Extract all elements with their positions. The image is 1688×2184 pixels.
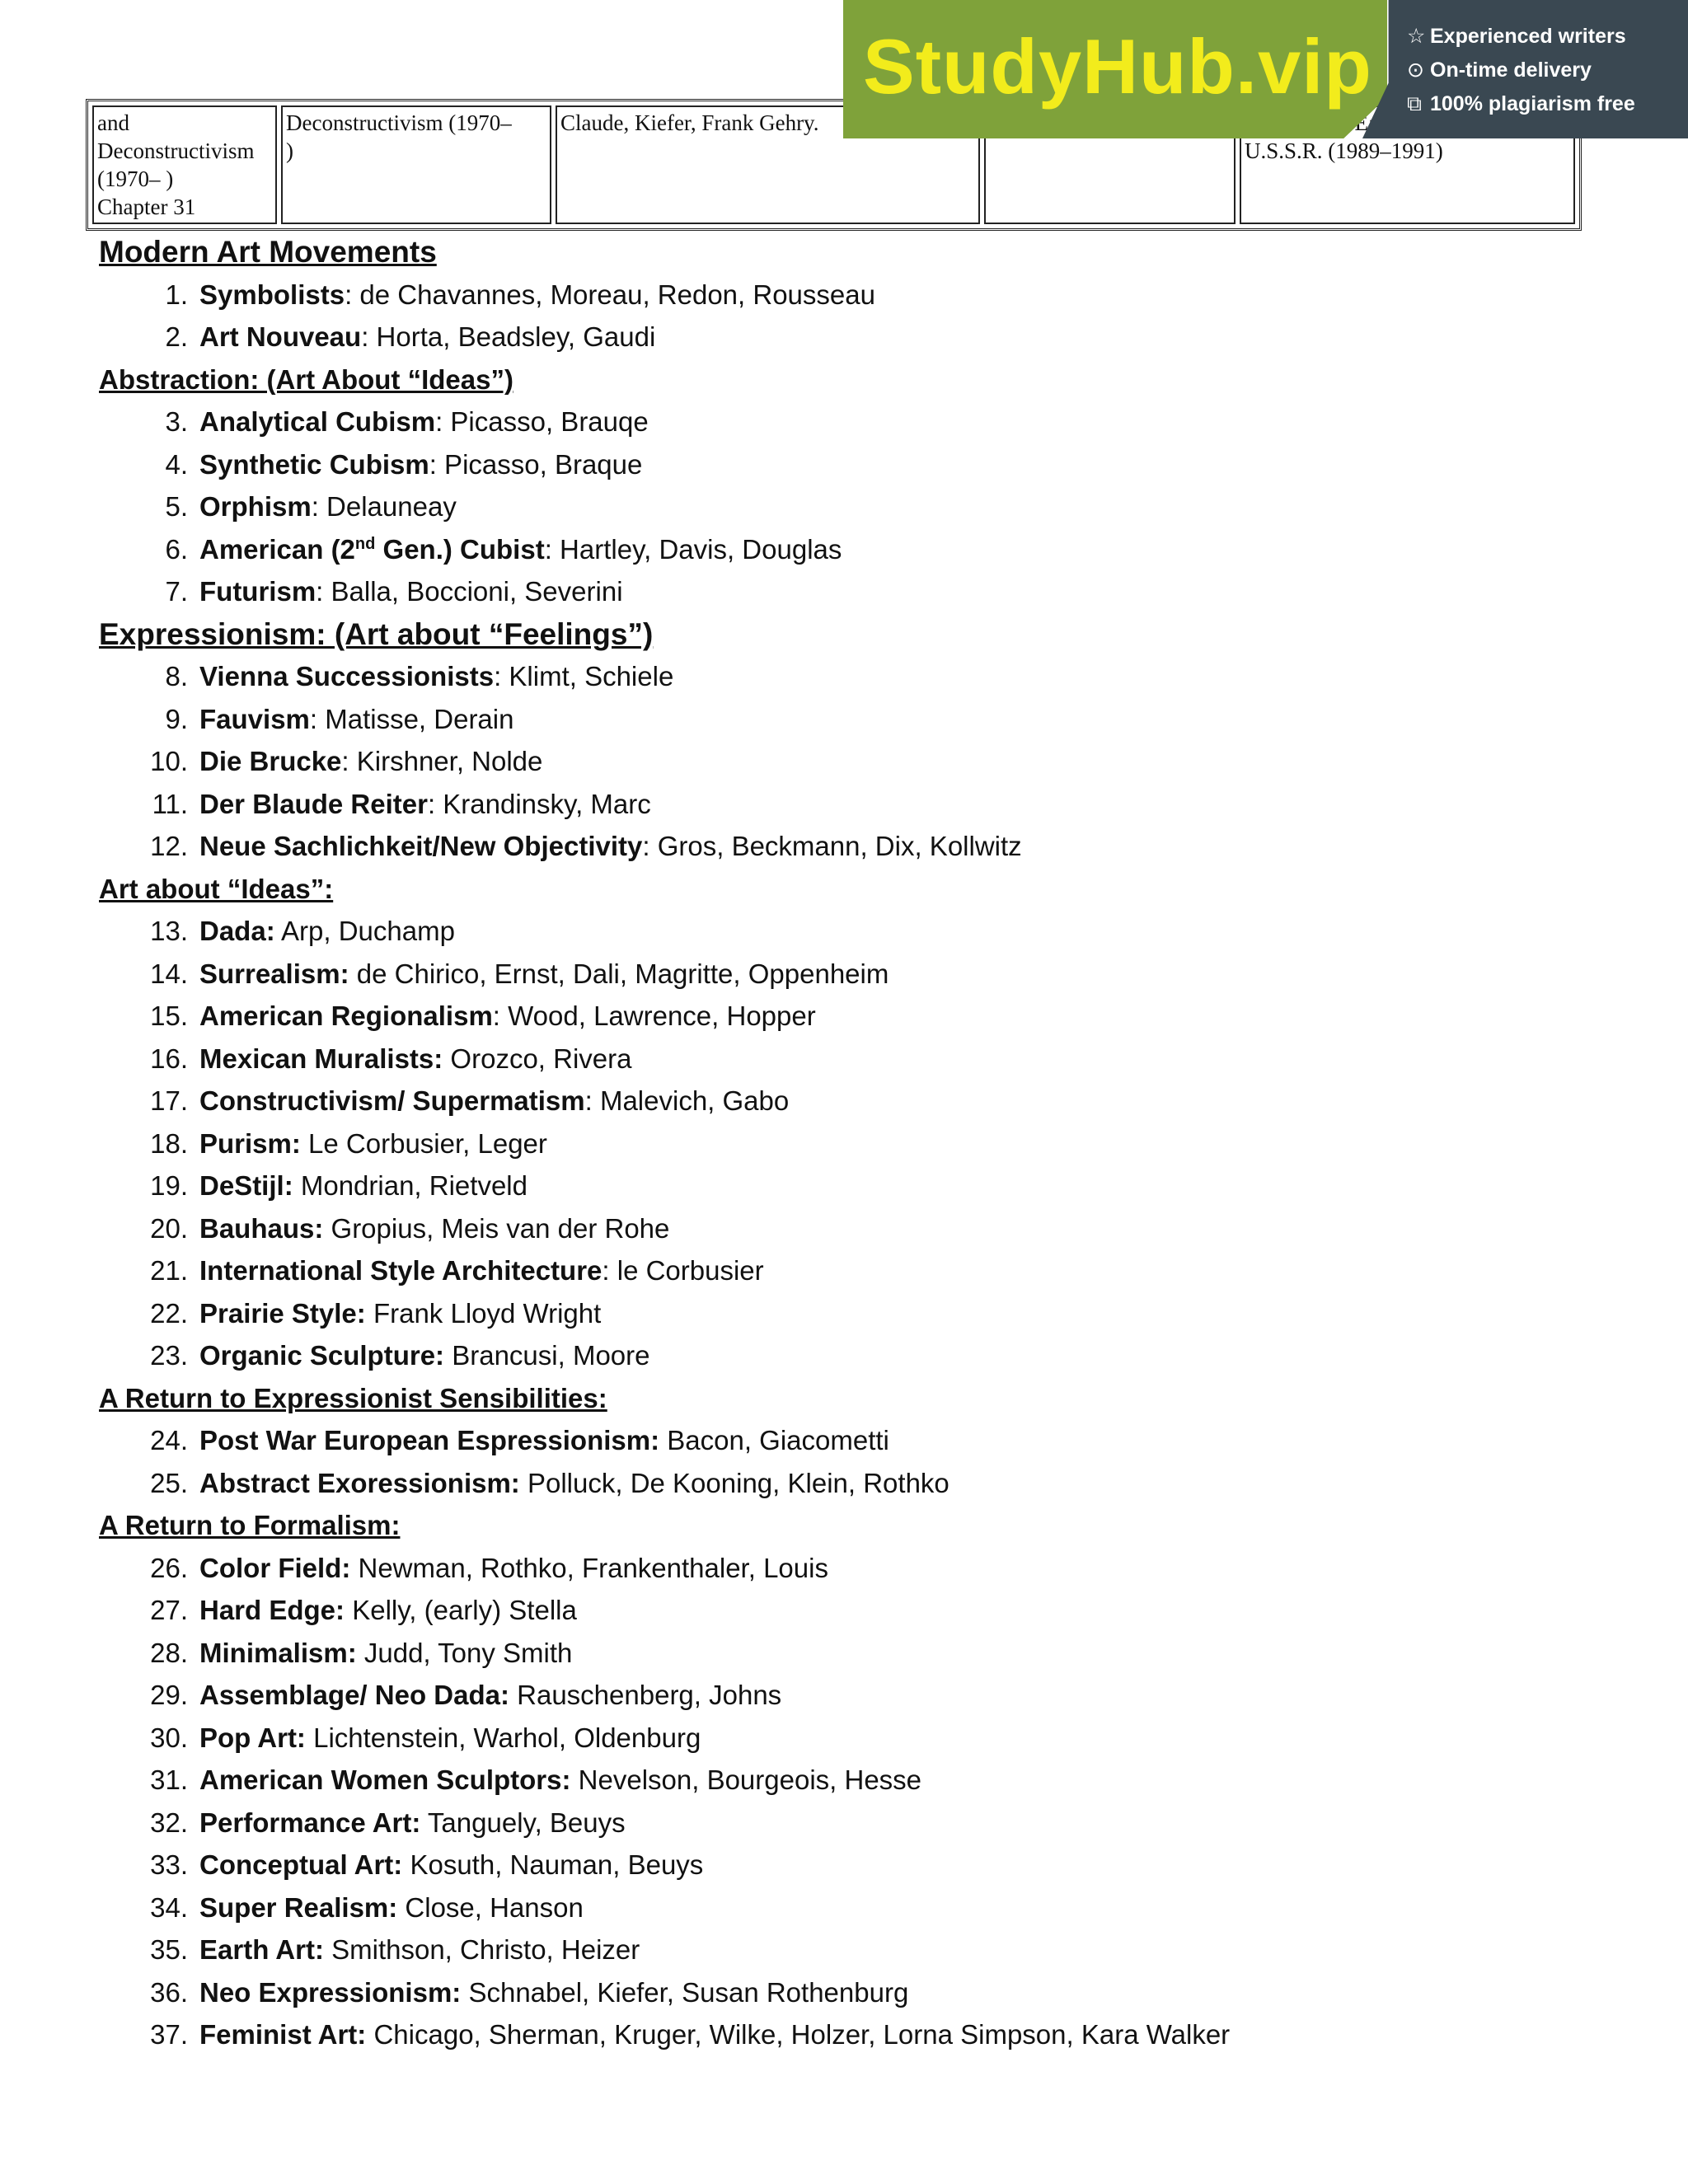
list-item-number: 11. xyxy=(152,788,188,819)
movement-name xyxy=(199,1934,324,1965)
movement-name xyxy=(199,1128,301,1159)
banner-feature-text: Experienced writers xyxy=(1430,25,1626,48)
artist-names: Wood, Lawrence, Hopper xyxy=(499,1001,816,1031)
artist-names: Le Corbusier, Leger xyxy=(300,1127,547,1159)
movement-name xyxy=(199,1553,350,1583)
movement-name xyxy=(199,1638,357,1668)
movement-name xyxy=(199,534,545,565)
table-cell-period: and Deconstructivism (1970– ) Chapter 31 xyxy=(92,105,277,224)
list-item-content xyxy=(199,1122,547,1165)
artist-names: Delauneay xyxy=(318,491,457,522)
banner-feature-text: On-time delivery xyxy=(1430,59,1592,82)
list-item-content xyxy=(199,1759,921,1802)
list-item xyxy=(99,1717,1632,1760)
list-item-content xyxy=(199,740,542,783)
movement-name xyxy=(199,1468,520,1498)
artist-names: de Chavannes, Moreau, Redon, Rousseau xyxy=(352,279,875,310)
list-item-number: 15. xyxy=(150,1001,188,1031)
list-item-number: 32. xyxy=(150,1807,188,1838)
movement-name xyxy=(199,576,316,607)
artist-names: Gros, Beckmann, Dix, Kollwitz xyxy=(649,831,1022,861)
movement-name xyxy=(199,1849,402,1880)
list-item xyxy=(99,698,1632,741)
movement-name-text: Constructivism/ Supermatism xyxy=(199,1085,585,1116)
list-item-content xyxy=(199,698,513,741)
section-heading: A Return to Expressionist Sensibilities: xyxy=(99,1382,607,1413)
list-item xyxy=(99,1589,1632,1632)
list-item-number: 8. xyxy=(165,661,188,691)
list-item-content xyxy=(199,1292,601,1335)
separator: : xyxy=(309,703,318,734)
artist-names: Gropius, Meis van der Rohe xyxy=(323,1212,670,1244)
movement-name xyxy=(199,1085,585,1116)
movement-name-text: Hard Edge: xyxy=(199,1595,345,1625)
list-item xyxy=(99,1334,1632,1377)
movement-name-text: International Style Architecture xyxy=(199,1255,603,1286)
list-item-content xyxy=(199,1717,701,1760)
list-item-content xyxy=(199,1207,669,1250)
movement-name-text: Synthetic Cubism xyxy=(199,448,429,480)
movement-name-text: Vienna Successionists xyxy=(199,661,495,691)
movement-name xyxy=(199,1340,444,1371)
artist-names: Polluck, De Kooning, Klein, Rothko xyxy=(519,1467,950,1498)
artist-names: Horta, Beadsley, Gaudi xyxy=(368,321,656,352)
list-item xyxy=(99,528,1632,571)
list-item xyxy=(99,1674,1632,1717)
movement-name xyxy=(199,1765,570,1795)
movement-name xyxy=(199,1595,345,1625)
list-item-number: 4. xyxy=(165,448,188,480)
list-item xyxy=(99,825,1632,868)
list-item xyxy=(99,316,1632,359)
star-outline-icon: ☆ xyxy=(1407,25,1426,48)
list-item-number: 14. xyxy=(150,958,188,989)
banner-feature xyxy=(1407,20,1635,54)
list-item xyxy=(99,1165,1632,1207)
list-item-content xyxy=(199,1844,703,1886)
artist-names: Kelly, (early) Stella xyxy=(345,1595,577,1625)
list-item-number: 34. xyxy=(150,1891,188,1923)
list-item-number: 21. xyxy=(150,1255,188,1286)
list-item xyxy=(99,2013,1632,2056)
movement-name-text: American Women Sculptors: xyxy=(199,1765,571,1795)
movement-name xyxy=(199,1001,493,1031)
list-item xyxy=(99,783,1632,826)
separator: : xyxy=(492,1001,500,1031)
list-item-content xyxy=(199,825,1022,868)
movement-name xyxy=(199,1722,306,1753)
movement-name xyxy=(199,916,275,946)
list-item-content xyxy=(199,274,875,316)
list-item-content xyxy=(199,1632,572,1675)
movement-name-text: Color Field: xyxy=(199,1552,351,1583)
list-item xyxy=(99,1886,1632,1929)
list-item-number: 2. xyxy=(165,321,188,352)
list-item-content xyxy=(199,953,889,996)
separator: : xyxy=(584,1085,593,1116)
movement-name xyxy=(199,1255,602,1286)
studyhub-banner[interactable] xyxy=(843,0,1688,138)
movement-name xyxy=(199,1298,366,1329)
list-item-content xyxy=(199,401,649,443)
artist-names: de Chirico, Ernst, Dali, Magritte, Oppenheim xyxy=(349,958,889,989)
movement-name-text: Symbolists xyxy=(199,279,345,310)
movement-name xyxy=(199,1170,293,1201)
list-item-content xyxy=(199,1674,781,1717)
list-item-content xyxy=(199,570,623,613)
movement-name xyxy=(199,704,310,734)
movement-name xyxy=(199,1043,443,1074)
list-item-content xyxy=(199,316,655,359)
movement-name-text: Orphism xyxy=(199,491,312,522)
section-heading: Abstraction: (Art About “Ideas”) xyxy=(99,363,513,395)
movement-name-text: Organic Sculpture: xyxy=(199,1340,445,1371)
list-item xyxy=(99,1122,1632,1165)
artist-names: Tanguely, Beuys xyxy=(420,1807,626,1838)
list-item-number: 31. xyxy=(150,1765,188,1795)
studyhub-logo[interactable]: StudyHub.vip xyxy=(863,23,1372,110)
list-item xyxy=(99,274,1632,316)
movement-name-text: Neo Expressionism: xyxy=(199,1976,462,2008)
artist-names: le Corbusier xyxy=(609,1255,764,1286)
list-item-content xyxy=(199,1165,528,1207)
list-item xyxy=(99,740,1632,783)
list-item-number: 9. xyxy=(165,703,188,734)
artist-names: Kosuth, Nauman, Beuys xyxy=(402,1849,704,1880)
movement-name xyxy=(199,1680,509,1710)
separator: : xyxy=(427,788,436,819)
list-item-number: 33. xyxy=(150,1849,188,1880)
table-cell-artists: Claude, Kiefer, Frank Gehry. xyxy=(556,105,980,224)
movement-name xyxy=(199,1807,420,1838)
list-item-content xyxy=(199,1334,650,1377)
list-item-content xyxy=(199,655,673,698)
artist-names: Kirshner, Nolde xyxy=(349,746,543,776)
list-item xyxy=(99,485,1632,528)
movement-name-text: Prairie Style: xyxy=(199,1297,366,1329)
banner-feature xyxy=(1407,87,1635,121)
artist-names: Close, Hanson xyxy=(397,1891,584,1923)
list-item-content xyxy=(199,1080,789,1122)
list-item xyxy=(99,570,1632,613)
movement-name xyxy=(199,1213,323,1244)
separator: : xyxy=(544,533,552,565)
banner-feature-list xyxy=(1407,20,1635,121)
list-item xyxy=(99,1462,1632,1505)
movement-name-text: Dada: xyxy=(199,916,275,946)
movement-name-text: Futurism xyxy=(199,576,316,607)
movement-name xyxy=(199,406,435,437)
list-item xyxy=(99,443,1632,486)
list-item-content xyxy=(199,783,651,826)
separator: : xyxy=(345,279,353,310)
list-item-content xyxy=(199,485,457,528)
list-item-number: 27. xyxy=(150,1595,188,1625)
list-item xyxy=(99,1971,1632,2014)
movement-name xyxy=(199,2019,366,2050)
section-heading: A Return to Formalism: xyxy=(99,1510,401,1540)
section-heading: Art about “Ideas”: xyxy=(99,873,334,904)
list-item-number: 24. xyxy=(150,1425,188,1455)
movement-name xyxy=(199,449,429,480)
table-cell-style: Deconstructivism (1970– ) xyxy=(281,105,551,224)
separator: : xyxy=(341,746,349,776)
list-item-number: 13. xyxy=(150,916,188,946)
artist-names: Orozco, Rivera xyxy=(443,1043,632,1074)
movement-name-text: Abstract Exoressionism: xyxy=(199,1467,520,1498)
list-item-number: 29. xyxy=(150,1680,188,1710)
list-item-number: 7. xyxy=(165,576,188,607)
section-heading: Expressionism: (Art about “Feelings”) xyxy=(99,616,654,651)
artist-names: Frank Lloyd Wright xyxy=(365,1297,602,1329)
separator: : xyxy=(361,321,369,352)
list-item-number: 12. xyxy=(150,831,188,861)
list-item-content xyxy=(199,2013,1230,2056)
movement-name-text: Art Nouveau xyxy=(199,321,362,352)
movement-name-text: DeStijl: xyxy=(199,1170,293,1201)
artist-names: Smithson, Christo, Heizer xyxy=(323,1934,640,1965)
movement-name xyxy=(199,321,361,352)
list-item-content xyxy=(199,1971,908,2014)
list-item xyxy=(99,1759,1632,1802)
list-item-number: 26. xyxy=(150,1552,188,1583)
movement-name-text: Bauhaus: xyxy=(199,1212,324,1244)
list-item xyxy=(99,1844,1632,1886)
list-item-content xyxy=(199,1589,577,1632)
list-item-content xyxy=(199,1802,626,1844)
list-item-number: 30. xyxy=(150,1722,188,1753)
list-item xyxy=(99,401,1632,443)
list-item-number: 16. xyxy=(150,1043,188,1074)
list-item-content xyxy=(199,1419,889,1462)
movement-name-text: Conceptual Art: xyxy=(199,1849,403,1880)
movement-name xyxy=(199,789,428,819)
movement-name xyxy=(199,746,341,776)
list-item-content xyxy=(199,1249,764,1292)
list-item-number: 28. xyxy=(150,1637,188,1668)
movement-name-text: American Regionalism xyxy=(199,1001,493,1031)
artist-names: Arp, Duchamp xyxy=(274,916,455,946)
movement-name xyxy=(199,831,642,861)
list-item-number: 25. xyxy=(150,1467,188,1498)
list-item-number: 18. xyxy=(150,1127,188,1159)
movement-name-text: Fauvism xyxy=(199,703,310,734)
copy-icon: ⧉ xyxy=(1407,92,1422,115)
movement-name-text: Earth Art: xyxy=(199,1934,324,1965)
separator: : xyxy=(602,1255,610,1286)
artist-names: Malevich, Gabo xyxy=(592,1085,790,1116)
list-item xyxy=(99,1632,1632,1675)
movement-name-text: Assemblage/ Neo Dada: xyxy=(199,1680,509,1710)
section-heading: Modern Art Movements xyxy=(99,235,437,269)
movement-name-text: Analytical Cubism xyxy=(199,406,436,437)
separator: : xyxy=(642,831,650,861)
artist-names: Krandinsky, Marc xyxy=(435,788,651,819)
movement-name-text: Super Realism: xyxy=(199,1891,398,1923)
artist-names: Matisse, Derain xyxy=(317,703,514,734)
ordinal-superscript: nd xyxy=(354,534,376,553)
artist-names: Bacon, Giacometti xyxy=(659,1425,889,1455)
list-item-number: 6. xyxy=(165,533,188,565)
artist-names: Klimt, Schiele xyxy=(501,661,674,691)
list-item-content xyxy=(199,1929,640,1971)
banner-feature xyxy=(1407,54,1635,87)
list-item-content xyxy=(199,1886,584,1929)
list-item-content xyxy=(199,910,455,953)
list-item xyxy=(99,1080,1632,1122)
list-item-content xyxy=(199,528,842,571)
list-item xyxy=(99,1802,1632,1844)
artist-names: Lichtenstein, Warhol, Oldenburg xyxy=(305,1722,701,1753)
artist-names: Brancusi, Moore xyxy=(444,1340,650,1371)
movement-name-text: Neue Sachlichkeit/New Objectivity xyxy=(199,831,643,861)
list-item-number: 19. xyxy=(150,1170,188,1201)
movements-document xyxy=(99,231,1632,2056)
movement-name-text: Der Blaude Reiter xyxy=(199,788,428,819)
list-item-number: 20. xyxy=(150,1212,188,1244)
list-item-number: 1. xyxy=(165,279,188,310)
list-item-content xyxy=(199,1462,950,1505)
list-item xyxy=(99,1249,1632,1292)
artist-names: Mondrian, Rietveld xyxy=(293,1170,528,1201)
artist-names: Balla, Boccioni, Severini xyxy=(323,576,623,607)
artist-names: Judd, Tony Smith xyxy=(356,1637,573,1668)
movement-name-text: Die Brucke xyxy=(199,746,342,776)
movement-name-text: American (2 xyxy=(199,533,355,565)
list-item xyxy=(99,1292,1632,1335)
movement-name xyxy=(199,1892,397,1923)
list-item xyxy=(99,1207,1632,1250)
list-item-content xyxy=(199,1038,632,1080)
table-cell-events: U.S.S.R. (1989–1991) xyxy=(1240,105,1575,224)
list-item xyxy=(99,1929,1632,1971)
list-item-number: 5. xyxy=(165,491,188,522)
list-item-number: 37. xyxy=(150,2019,188,2050)
list-item-number: 23. xyxy=(150,1340,188,1371)
artist-names: Picasso, Braque xyxy=(436,448,643,480)
separator: : xyxy=(435,406,443,437)
list-item-content xyxy=(199,995,816,1038)
artist-names: Rauschenberg, Johns xyxy=(509,1680,782,1710)
movement-name-text: Pop Art: xyxy=(199,1722,306,1753)
list-item xyxy=(99,995,1632,1038)
artist-names: Chicago, Sherman, Kruger, Wilke, Holzer, Lorna Simpson, Kara Walker xyxy=(366,2019,1231,2050)
separator: : xyxy=(494,661,502,691)
list-item xyxy=(99,1038,1632,1080)
separator: : xyxy=(429,448,437,480)
list-item-content xyxy=(199,443,642,486)
movement-name-text: Feminist Art: xyxy=(199,2019,367,2050)
movement-name xyxy=(199,958,349,989)
movement-name xyxy=(199,279,345,310)
list-item-number: 10. xyxy=(150,746,188,776)
list-item-number: 35. xyxy=(150,1934,188,1965)
artist-names: Schnabel, Kiefer, Susan Rothenburg xyxy=(461,1976,909,2008)
movement-name xyxy=(199,661,494,691)
movement-name xyxy=(199,1425,659,1455)
movement-name xyxy=(199,1977,461,2008)
movement-name xyxy=(199,491,312,522)
movement-name-text: Mexican Muralists: xyxy=(199,1043,443,1074)
list-item-number: 17. xyxy=(150,1085,188,1116)
separator: : xyxy=(316,576,324,607)
list-item-content xyxy=(199,1547,828,1590)
movement-name-text: Post War European Espressionism: xyxy=(199,1425,660,1455)
clock-icon: ⊙ xyxy=(1407,59,1424,82)
list-item-number: 3. xyxy=(165,406,188,437)
movement-name-text: Purism: xyxy=(199,1127,301,1159)
list-item-number: 36. xyxy=(150,1976,188,2008)
banner-feature-text: 100% plagiarism free xyxy=(1430,92,1635,115)
movement-name-text: Gen.) Cubist xyxy=(375,533,545,565)
artist-names: Nevelson, Bourgeois, Hesse xyxy=(570,1765,922,1795)
separator: : xyxy=(311,491,319,522)
movement-name-text: Surrealism: xyxy=(199,958,349,989)
movement-name-text: Minimalism: xyxy=(199,1637,357,1668)
list-item xyxy=(99,953,1632,996)
list-item xyxy=(99,1419,1632,1462)
list-item-number: 22. xyxy=(150,1297,188,1329)
list-item xyxy=(99,655,1632,698)
artist-names: Newman, Rothko, Frankenthaler, Louis xyxy=(350,1552,828,1583)
list-item xyxy=(99,910,1632,953)
artist-names: Hartley, Davis, Douglas xyxy=(551,533,842,565)
artist-names: Picasso, Brauqe xyxy=(443,406,649,437)
movement-name-text: Performance Art: xyxy=(199,1807,421,1838)
list-item xyxy=(99,1547,1632,1590)
